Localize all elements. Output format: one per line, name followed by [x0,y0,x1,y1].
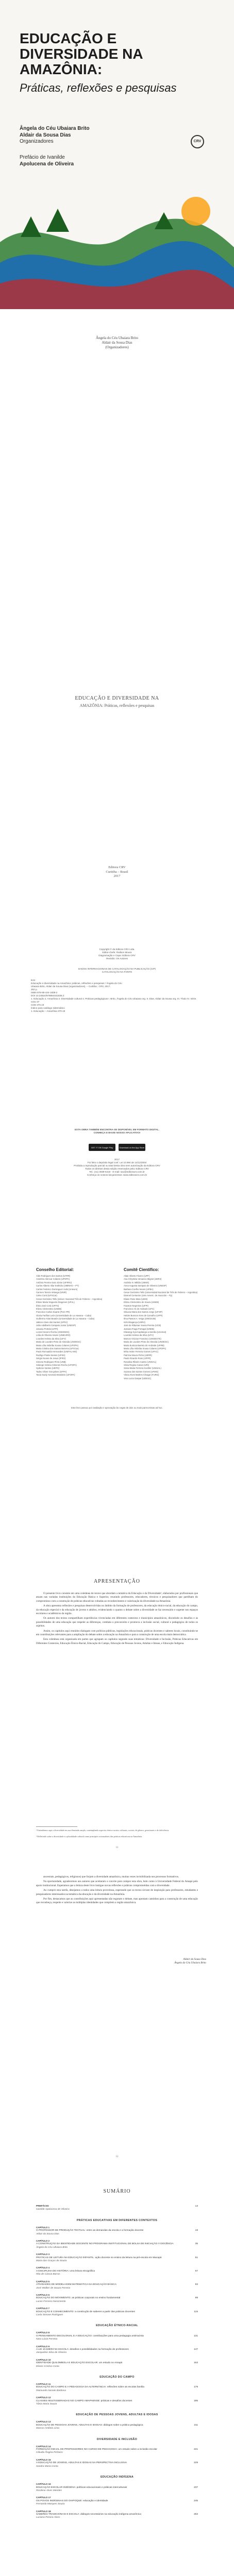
toc-chapter-author: Carla Simone Rodrigues [36,2313,63,2316]
address-line: 2017 [114,1158,120,1161]
toc-chapter-label: CAPÍTULO 8 [36,2331,50,2334]
council-member: Anna Augusta Sampaio de Oliveira (UNESP) [124,1284,167,1287]
toc-chapter-title: ATIVIDADES DE MODELAGEM MATEMÁTICA NA EDUCAÇÃO BÁSICA [36,2283,117,2286]
toc-chapter-label: CAPÍTULO 12 [36,2396,51,2399]
council-member: Maria Lília Imbiriba Sousa Colares (UFOPA) [36,1344,79,1347]
toc-page-number: 19 [195,2229,198,2232]
toc-page-number: 83 [195,2283,198,2286]
toc-part-title: EDUCAÇÃO INDÍGENA [100,2476,134,2479]
council-member: Helder Buenos Aires de Carvalho (UFPI) [124,1314,163,1317]
toc-chapter-title: EDUCAÇÃO DO MOVIMENTO: as práticas corporais no ensino fundamental [36,2297,121,2300]
cover-preface [20,155,154,167]
paragraph: Ao cumprir esta tarefa, desejamos a todos uma leitura proveitosa, esperando que os textos sirvam de inspiração para professores, estudantes e pesquisadores interessados na temática da educação e da diversidade na Amazônia. [36,1889,198,1896]
footnote-rule [36,1826,77,1827]
council-member: Maria Lília Imbiriba Sousa Colares (UFOPA) [124,1347,166,1350]
toc-page-number: 147 [193,2348,198,2351]
toc-chapter-author: Rita de Cássia Barros [36,2273,60,2276]
cip-body: 262 p. [31,988,38,991]
paragraph: Os autores dos textos compartilham experiências vivenciadas em diferentes contextos e municípios amazônicos, discutindo os desafios e as possibilidades de uma educação que respeite as diferenças, combata o preconceito e promova a inclusão social, cultural e pedagógica de todos os sujeitos. [36,1617,198,1628]
presentation-signature [155,1958,206,1965]
paragraph: O presente livro consiste em uma coletânea de textos que abordam a temática da Educação e da Diversidade¹, elaborados por profissionais que atuam nas variadas instituições da Educação Básica e Superior, reunindo professores, educadores, técnicos e pesquisadores que partilham do compromisso com a construção de práticas educativas voltadas ao reconhecimento e valorização da diversidade na Amazônia. [36,1592,198,1603]
footnote: ¹ Entendemos aqui a diversidade em sua dimensão ampla, contemplando aspectos étnico-raciais, culturais, sociais, de gênero, geracionais e de deficiência. [36,1829,170,1832]
presentation-continuation-body [36,1875,198,1906]
paragraph: Por fim, destacamos que as contribuições aqui apresentadas não esgotam o debate, mas apontam caminhos para a construção de uma educação que reconheça, respeite e valorize as múltiplas identidades que compõem a região amazônica. [36,1897,198,1905]
toc-page-number: 253 [193,2513,198,2516]
council-member: Celso Conti (UFSCar) [36,1294,57,1297]
toc-page-number: 99 [195,2297,198,2300]
council-member: Tadeu Oliver Gonçalves (UFPA) [36,1370,67,1373]
council-member: Solange Helena Ximenes-Rocha (UFOPA) [36,1363,77,1366]
toc-page-number: 163 [193,2362,198,2365]
council-member: Altair Alberto Fávero (UPF) [124,1275,150,1277]
copyright-line: Editor-chefe: Railson Moura [102,951,132,954]
paragraph: ancestrais, pedagógicos, religiosos) que forjam a diversidade amazônica, muitas vezes invisibilizada nos processos formativos. [43,1875,179,1878]
cip-body: Educação e diversidade na Amazônia: práticas, reflexões e pesquisas / Ângela do Céu [31,982,122,985]
council-member: Sydione Santos (UEPG) [36,1367,60,1370]
council-member: Silvia Regina Canan (URI) [124,1363,149,1366]
toc-entry[interactable] [36,2253,198,2263]
council-member: Rosalina Ribeiro Castro (UNISAL) [124,1360,157,1363]
page-number: 11 [115,1846,119,1849]
council-member: Cesar Gerónimo Tello (Universidad Nacional de Três de Febrero – Argentina) [124,1291,198,1294]
toc-page-number: 237 [193,2486,198,2489]
imprint-city: Curitiba – Brasil [106,870,128,874]
toc-entry[interactable] [36,2307,198,2317]
cover-preface-label: Prefácio de Ivanilde [20,155,65,160]
toc-chapter-label: CAPÍTULO 14 [36,2445,51,2448]
toc-part-title: EDUCAÇÃO DE PESSOAS JOVENS, ADULTAS E IDOSAS [76,2413,158,2417]
council-member: Lídia de Oliveira Xavier (UNIEURO) [36,1334,71,1337]
toc-entry[interactable] [36,2496,198,2506]
council-member: Francisco Ari de Andrade (UFC) [124,1308,155,1311]
presentation-page [0,1546,234,1855]
toc-chapter-title: SABERES TRADICIONAIS E ESCOLA: diálogos necessários na educação indígena amazônica [36,2513,141,2516]
toc-chapter-author: Raimundo Nonato Barbosa [36,2389,66,2392]
toc-chapter-author: Maria das Graças de Souza [36,2260,67,2263]
toc-preface-entry[interactable] [36,2205,198,2212]
toc-part-title: EDUCAÇÃO DO CAMPO [99,2376,135,2379]
peer-review-note: Este livro passou por avaliação e aprovação às cegas de dois ou mais pareceristas ad hoc. [71,1406,163,1409]
google-play-badge[interactable]: GET IT ON Google Play [89,1144,115,1151]
toc-page-number: 115 [194,2310,198,2313]
council-member: José de Ribamar Sousa Pereira (UCB) [124,1324,161,1327]
toc-entry[interactable] [36,2483,198,2493]
toc-entry[interactable] [36,2445,198,2455]
toc-chapter-author: Aldair da Sousa Dias [36,2232,59,2235]
toc-entry[interactable] [36,2359,198,2368]
council-member: Andréia N. Militão (UEMS) [124,1281,149,1284]
council-member: Elizeu Clementino (UNEB) [36,1308,62,1311]
scientific-committee-list [124,1275,201,1380]
toc-chapter-author: Ângela do Céu Ubaiara Brito [36,2246,68,2249]
council-member: Eliane Rose Maio (UEM) [124,1297,148,1300]
toc-entry[interactable] [36,2396,198,2406]
paragraph: Na oportunidade, agradecemos aos autores que aceitaram o convite para compor esta obra, bem como à Universidade Federal do Amapá pelo apoio institucional. Esperamos que a leitura deste livro instigue novas reflexões e práticas comprometidas com a diversidade. [36,1880,198,1887]
cip-subtitle: CATALOGAÇÃO NA FONTE [102,971,132,973]
title-page-imprint [0,866,234,879]
council-member: Simone Rodrigues Pinto (UNB) [36,1360,66,1363]
imprint-year: 2017 [113,874,121,878]
toc-entry[interactable] [36,2240,198,2249]
toc-chapter-author: Eliane Cristina Costa [36,2365,59,2368]
toc-chapter-label: CAPÍTULO 16 [36,2483,51,2486]
toc-chapter-label: CAPÍTULO 11 [36,2383,51,2385]
cip-block [31,968,203,974]
toc-chapter-author: Jacqueline Silva de Oliveira [36,2351,66,2354]
toc-chapter-author: Sandra Maria Costa [36,2465,58,2468]
council-member: Lourdes Helena da Silva (UFV) [36,1337,66,1340]
council-member: Leonel Severo Rocha (UNISINOS) [36,1330,70,1333]
toc-chapter-title: EDUCAÇÃO E CONHECIMENTO: a construção de saberes a partir das práticas docentes [36,2310,135,2313]
address-line: Proibida a reprodução parcial ou total desta obra sem autorização da Editora CRV [74,1164,160,1167]
toc-chapter-label: CAPÍTULO 3 [36,2253,50,2256]
toc-entry[interactable] [36,2510,198,2520]
toc-list [36,2205,198,2523]
council-member: Francisco Carlos Duarte (PUC-PR) [36,1311,70,1314]
toc-chapter-title: EDUCAÇÃO DE PESSOAS JOVENS, ADULTAS E IDOSAS: diálogos sobre a prática pedagógica [36,2424,143,2427]
address-line: Foi feito o depósito legal conf. Lei 10.994 de 14/12/2004 [87,1161,147,1164]
council-member: Ilma Passos A. Veiga (UNICEUB) [124,1317,156,1320]
council-member: Maria de Lourdes Pinto de Almeida (UNOESC) [124,1341,169,1344]
council-member: Paulo Romualdo Hernandes (UNIFAL-MG) [36,1350,77,1353]
council-member: Maria Cristina dos Santos Bezerra (UFSCar) [36,1347,79,1350]
toc-page-number: 211 [194,2424,198,2427]
cip-isbn: ISBN 978-85-444-1838-2 [31,991,58,994]
council-member: Suzana dos Santos Gomes (UFMG) [124,1370,159,1373]
cover-preface-name: Apolucena de Oliveira [20,161,74,167]
toc-chapter-label: CAPÍTULO 15 [36,2458,51,2461]
toc-page-number: 67 [195,2269,198,2273]
app-store-badge[interactable]: Download on the App Store [119,1144,145,1151]
title-page-subtitle: AMAZÔNIA: Práticas, reflexões e pesquisas [79,703,155,708]
presentation-title: APRESENTAÇÃO [93,1579,141,1584]
editorial-council-title: Conselho Editorial: [36,1267,74,1272]
scientific-committee-title: Comitê Científico: [124,1267,159,1272]
half-title-organizers: (Organizadores) [105,345,129,349]
cip-index-item: 1. Educação – Amazônia 370.19 [31,1010,65,1012]
toc-part-title: EDUCAÇÃO ÉTNICO-RACIAL [96,2324,138,2328]
cip-body: Ubaiara Brito, Aldair da Sousa Dias (organizadores). – Curitiba : CRV, 2017. [31,985,111,988]
paragraph: Assim, os capítulos aqui reunidos dialogam com políticas públicas, legislações educacionais, práticas docentes e saberes locais, constituindo-se em contribuições relevantes para a ampliação do debate sobre a educação na Amazônia e para a construção de uma escola mais democrática. [36,1629,198,1637]
toc-chapter-author: Nara Lúcia Ferreira [36,2338,58,2341]
toc-chapter-title: O PROFESSOR DE PRODUÇÃO TEXTUAL: entre as demandas da escola e a formação docente [36,2229,144,2232]
council-member: Maria Eurácia Barreto de Andrade (UFRB) [124,1344,164,1347]
toc-chapter-author: Tânia Maria Souza [36,2403,57,2406]
toc-page-number: 51 [195,2256,198,2259]
cover-organizers-label: Organizadores [20,139,54,144]
toc-entry[interactable] [36,2383,198,2393]
toc-chapter-author: Fernando Marques Souza [36,2503,65,2506]
council-member: Diosnel Centurion (Univ Americ. de Asunción – Py) [124,1294,173,1297]
toc-page-number: 229 [193,2462,198,2465]
council-member: Maria de Lourdes Pinto de Almeida (UNOESC) [36,1341,81,1344]
toc-chapter-label: CAPÍTULO 9 [36,2345,50,2348]
cover-authors [20,126,154,145]
toc-chapter-title: EDUCAÇÃO DO CAMPO E A PEDAGOGIA DA ALTERNÂNCIA: reflexões sobre as escolas família [36,2386,144,2389]
address-line: Conheça os nossos lançamentos: www.editoracrv.com.br [87,1174,147,1176]
imprint-publisher: Editora CRV [108,866,126,869]
toc-chapter-label: CAPÍTULO 4 [36,2266,50,2269]
page-number: 12 [115,2156,119,2158]
toc-preface-page: 13 [195,2205,198,2208]
toc-page-number: 195 [193,2399,198,2402]
toc-chapter-title: A CONSTRUÇÃO DA IDENTIDADE DOCENTE NO PROGRAMA INSTITUCIONAL DE BOLSA DE INICIAÇÃO À DOCÊNCIA [36,2243,174,2246]
toc-chapter-title: O PENSAMENTO DECOLONIAL E A EDUCAÇÃO: contribuições para uma pedagogia antirracista [36,2334,144,2337]
copyright-line: Revisão: Os Autores [106,957,128,960]
signature-name: Aldair da Sousa Dias [183,1958,206,1961]
toc-chapter-title: PRÁTICAS DE LEITURA NA EDUCAÇÃO INFANTIL: ação docente no ensino da leitura na pré-escola em Macapá [36,2256,162,2259]
toc-page-number: 35 [195,2243,198,2246]
council-member: Carlos Federico Dominguez Avila (Unieuro) [36,1287,78,1291]
title-page [0,618,234,927]
council-member: Gloria Fariñas León (Universidade de La Havana – Cuba) [36,1314,92,1317]
toc-chapter-author: José Walber de Souza Ferreira [36,2286,71,2290]
toc-chapter-label: CAPÍTULO 7 [36,2307,50,2310]
half-title-author-2: Aldair da Sousa Dias [102,341,132,345]
cover-illustration [0,180,234,309]
toc-chapter-label: CAPÍTULO 18 [36,2510,51,2513]
cip-ref: E24 [31,979,36,981]
toc-chapter-author: Marcos Antônio Lima [36,2427,59,2430]
publisher-logo: CRV [191,135,204,148]
council-member: Élsio José Corá (UFFS) [36,1304,59,1307]
cover-author-2: Aldair da Sousa Dias [20,132,71,138]
toc-entry[interactable] [36,2345,198,2355]
address-line: Todos os direitos desta edição reservados pela: Editora CRV [85,1167,149,1170]
council-member: Inês Bragança (UERJ) [124,1320,145,1324]
council-member: Vera Lucia Gaspar (UDESC) [124,1377,152,1380]
cover-author-1: Ângela do Céu Ubaiara Brito [20,126,90,131]
toc-chapter-author: Rosilene Alves Mendes [36,2489,62,2492]
council-member: Sonia Maria Ferreira Koehler (UNISAL) [124,1367,161,1370]
council-member: Elione Maria Nogueira Diogenes (UFAL) [36,1301,75,1304]
editorial-council-page [0,1236,234,1546]
council-member: Barbara Coelho Neves (UFBA) [124,1287,154,1291]
council-member: Paulo Ricardo Ross (UFPR) [124,1357,151,1360]
cip-doi: DOI 10.24824/978854441838.2 [31,994,64,997]
council-member: Ana Chrystina Venancio Mignot (UERJ) [124,1278,162,1281]
council-member: Elizeu Clementino de Souza (UNEB) [124,1301,159,1304]
toc-entry[interactable] [36,2294,198,2303]
toc-chapter-author: Lucas Ferreira Nascimento [36,2300,66,2303]
signature-name: Ângela do Céu Ubaiara Brito [174,1961,206,1964]
toc-page-number: 221 [193,2448,198,2451]
toc-chapter-title: A EDUCAÇÃO DE JOVENS, ADULTAS E IDOSAS NA PERSPECTIVA INCLUSIVA [36,2462,127,2465]
council-member: Guillermo Arias Beatón (Universidade de La Havana – Cuba) [36,1317,95,1320]
council-member: Sérgio Nunes de Jesus (IFRO) [36,1357,66,1360]
toc-chapter-label: CAPÍTULO 5 [36,2280,50,2283]
council-member: Carlos Alberto Vilar Estêvão (UMINHO – PT) [36,1284,79,1287]
toc-chapter-label: CAPÍTULO 6 [36,2293,50,2296]
footnote: ² Refletindo sobre a diversidade e a pluralidade cultural como princípios orientadores das práticas educativas na Amazônia. [36,1835,143,1838]
toc-entry[interactable] [36,2266,198,2276]
toc-entry[interactable] [36,2280,198,2290]
toc-page-number: 245 [193,2499,198,2502]
council-member: Vânia Alves Martins Chaigar (FURG) [124,1374,159,1377]
copyright-line: Diagramação e Capa: Editora CRV [98,954,136,957]
copyright-page [0,927,234,1236]
council-member: Jussara Fraga Portugal (UNEB) [124,1327,155,1330]
half-title-page [0,309,234,618]
copyright-line: Copyright © da Editora CRV Ltda. [99,948,135,951]
cip-cdd: CDD 370.19 [31,1004,44,1006]
cover-title: EDUCAÇÃO E DIVERSIDADE NA AMAZÔNIA: [20,30,143,77]
toc-chapter-title: A DISCIPLINA DE HISTÓRIA: uma leitura etnográfica [36,2269,95,2273]
presentation-continuation-page [0,1855,234,2164]
copyright-credits [31,948,203,960]
toc-chapter-title: IDENTIDADE QUILOMBOLA E EDUCAÇÃO ESCOLAR: um estudo no Amapá [36,2362,123,2365]
council-member: Rodrigo Pratte-Santos (UFES) [36,1353,65,1357]
table-of-contents-page [0,2164,234,2576]
digital-notice-line: ESTA OBRA TAMBÉM ENCONTRA-SE DISPONÍVEL EM FORMATO DIGITAL. [74,1128,160,1131]
council-member: Marcos Vinicius Francisco (UNOESTE) [124,1337,161,1340]
cover-subtitle: Práticas, reflexões e pesquisas [20,81,177,94]
toc-part-title: PRÁTICAS EDUCATIVAS EM DIFERENTES CONTEXTOS [76,2218,158,2222]
council-member: João Adalberto Campato Junior (UNESP) [36,1324,76,1327]
council-member: Aldo Rodrigues dos Santos (UFRR) [36,1275,71,1277]
toc-entry[interactable] [36,2420,198,2430]
toc-chapter-label: CAPÍTULO 2 [36,2240,50,2243]
cip-cdu: CDU 37 [31,1001,40,1003]
council-member: Patrícia Moura Pinho (UERR) [124,1353,152,1357]
council-member: Kilwangy Kya Kapitango-a-Samba (Unemat) [124,1330,166,1333]
cip-title: DADOS INTERNACIONAIS DE CATALOGAÇÃO NA PUBLICAÇÃO (CIP) [78,968,156,970]
address-line: Tel.: (41) 3039-6418 - E-mail: sac@editoracrv.com.br [89,1171,145,1173]
council-member: Míria Helen Ferreira Gomes (UFAC) [124,1350,159,1353]
toc-part-title: DIVERSIDADE E INCLUSÃO [96,2437,138,2441]
toc-entry[interactable] [36,2459,198,2468]
toc-entry[interactable] [36,2331,198,2341]
council-member: Fauston Negreiros (UFPI) [124,1304,148,1307]
paragraph: Esta coletânea está organizada em partes que agrupam os capítulos segundo suas temáticas: Diversidade e Inclusão, Práticas Educativas em Diferentes Contextos, Educação Étnico-Racial, Educação do Campo, Educação de Pessoas Jovens, Adultas e Idosas, e Educação Indígena. [36,1638,198,1645]
council-member: Josania Portela (UFPI) [36,1327,58,1330]
toc-chapter-title: OS POVOS INDÍGENAS DO OIAPOQUE: educação e identidade [36,2499,108,2502]
cip-index-title: Índice para catálogo sistemático [31,1007,65,1009]
toc-page-number: 131 [193,2334,198,2337]
toc-chapter-title: FORMAÇÃO INICIAL DE PROFESSORES NO CURSO DE PEDAGOGIA: um estudo sobre a inclusão escolar [36,2448,157,2451]
cip-record [31,979,203,1013]
toc-chapter-label: CAPÍTULO 10 [36,2358,51,2361]
council-member: Cesar Gerónimo Tello (Univer. Nacional Três de Febrero – Argentina) [36,1297,103,1300]
toc-page-number: 179 [193,2386,198,2389]
paragraph: A obra apresenta reflexões e pesquisas desenvolvidas no âmbito da formação de professores, da educação étnico-racial, da educação do campo, da educação especial e da educação de jovens e adultos, evidenciando o quanto o debate sobre a diversidade se faz necessário e urgente nos espaços escolares e acadêmicos da região. [36,1604,198,1616]
book-cover [0,0,234,309]
toc-chapter-author: Luciana Pereira Alves [36,2516,60,2519]
council-member: Anselmo Alencar Colares (UFOPA) [36,1278,70,1281]
toc-preface-label: PREFÁCIO [36,2205,49,2208]
council-member: Lourdes Helena da Silva (UFV) [124,1334,154,1337]
digital-notice [31,1128,203,1134]
app-store-badges [77,1144,157,1151]
toc-chapter-title: EDUCAÇÃO ESCOLAR INDÍGENA: políticas educacionais e práticas interculturais [36,2486,127,2489]
publisher-address [31,1158,203,1177]
council-member: Carmen Tereza Velanga (UNIR) [36,1291,67,1294]
editorial-council-list [36,1275,113,1377]
toc-chapter-label: CAPÍTULO 1 [36,2226,50,2229]
council-member: Jailson Alves dos Santos (UFRJ) [36,1320,68,1324]
toc-chapter-author: Cláudia Regina Pinheiro [36,2451,63,2454]
toc-entry[interactable] [36,2226,198,2236]
half-title-author-1: Ângela do Céu Ubaiara Brito [95,336,139,340]
digital-notice-line: CONHEÇA E BAIXE NOSSO APLICATIVO! [93,1131,141,1134]
presentation-body [36,1592,198,1647]
cip-subjects: 1. Educação 2. Amazônia 3. Diversidade cultural 4. Práticas pedagógicas I. Brito, Ângela do Céu Ubaiara org. II. Dias, Aldair da Sousa org. III. Título IV. Série. [31,997,197,1000]
toc-title: SUMÁRIO [103,2189,131,2194]
toc-preface-author: Ivanilde Apolucena de Oliveira [36,2208,70,2211]
council-member: Antônio Pereira Gaio Júnior (UFRRJ) [36,1281,72,1284]
title-page-title: EDUCAÇÃO E DIVERSIDADE NA [75,696,159,701]
council-member: Gláucia Maria dos Santos Jorge (UFOP) [124,1311,163,1314]
council-member: Tania Suely Azevedo Brasileiro (UFOPA) [36,1374,75,1377]
toc-chapter-label: CAPÍTULO 17 [36,2496,51,2499]
toc-chapter-title: A LEI 10.639/03 NA ESCOLA: desafios e possibilidades na formação de professores [36,2348,129,2351]
toc-chapter-title: CLASSES MULTISSERIADAS NO CAMPO AMAPAENSE: práticas e desafios docentes [36,2399,132,2402]
toc-chapter-label: CAPÍTULO 13 [36,2420,51,2424]
